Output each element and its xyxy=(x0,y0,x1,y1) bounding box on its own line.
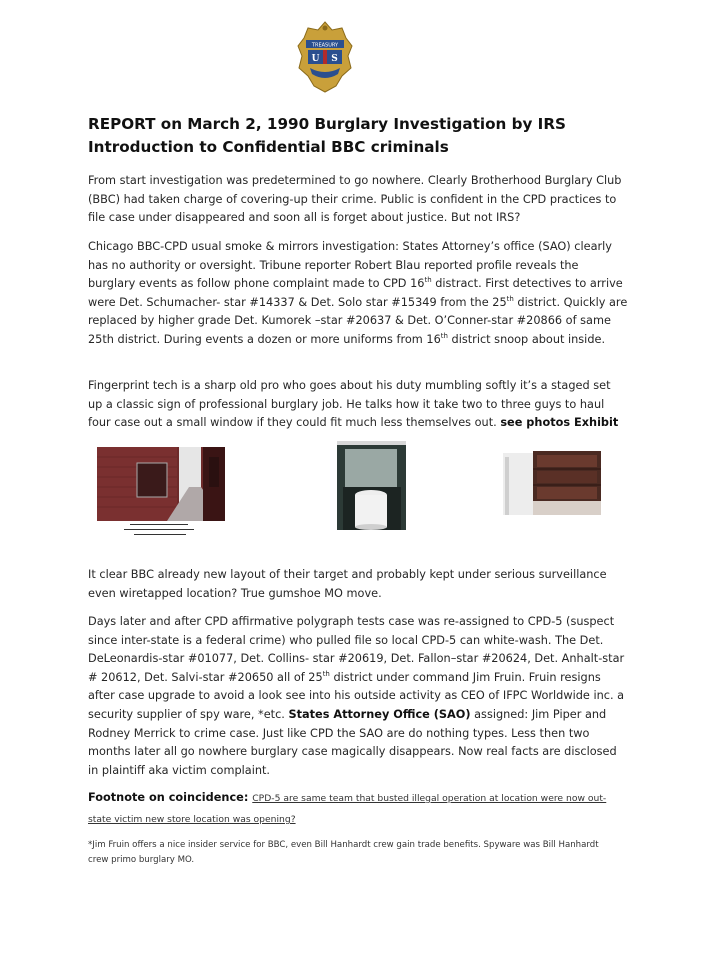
p2-text-1: Chicago BBC-CPD usual smoke & mirrors investigation: States Attorney’s office (SAO) clearly has no authority or oversight. Tribune reporter Robert Blau reported profile reveals the burglary events as follow phone complaint made to CPD 16 xyxy=(88,240,612,291)
badge-text-treasury: TREASURY xyxy=(311,42,339,49)
p2-sup-2: th xyxy=(506,295,514,304)
paragraph-reassignment xyxy=(88,613,628,780)
window-shelving-photo xyxy=(503,445,601,515)
footnote-coincidence xyxy=(88,788,628,830)
paragraph-investigation xyxy=(88,238,628,350)
p2-text-4: district snoop about inside. xyxy=(447,332,606,346)
p5-text-3: assigned: Jim Piper and Rodney Merrick to crime case. Just like CPD the SAO are do nothing types. Less then two months later all go nowhere burglary case magically disappears. Now real facts are disclosed in plaintiff aka victim complaint. xyxy=(88,707,617,777)
p2-text-3: district. Quickly are replaced by higher grade Det. Kumorek –star #20637 & Det. O’Conner-star #20866 of same 25th district. During events a dozen or more uniforms from 16 xyxy=(88,295,628,346)
p5-sup-1: th xyxy=(322,670,330,679)
p3-text: Fingerprint tech is a sharp old pro who goes about his duty mumbling softly it’s a staged set up a classic sign of professional burglary job. He talks how it take two to three guys to haul four case out a small window if they could fit much less themselves out. xyxy=(88,379,611,430)
building-exterior-photo xyxy=(97,447,225,521)
treasury-badge-icon xyxy=(296,20,354,94)
p3-exhibit-ref: see photos Exhibit xyxy=(500,416,619,430)
asterisk-note: *Jim Fruin offers a nice insider service for BBC, even Bill Hanhardt crew gain trade benefits. Spyware was Bill Hanhardt crew primo burglary MO. xyxy=(88,840,599,865)
paragraph-surveillance: It clear BBC already new layout of their target and probably kept under serious surveillance even wiretapped location? True gumshoe MO move. xyxy=(88,568,607,600)
footnote-body: CPD-5 are same team that busted illegal operation at location were now out-state victim new store location was opening? xyxy=(88,793,607,825)
paragraph-intro: From start investigation was predetermined to go nowhere. Clearly Brotherhood Burglary Club (BBC) had taken charge of covering-up their crime. Public is confident in the CPD practices to file case under disappeared and soon all is forget about justice. But not IRS? xyxy=(88,174,622,225)
title-line-1: REPORT on March 2, 1990 Burglary Investigation by IRS xyxy=(88,115,566,133)
footnote-separator: : xyxy=(243,791,253,804)
svg-text:S: S xyxy=(331,54,338,64)
photo1-caption-scribble xyxy=(120,522,200,540)
p5-sao-bold: States Attorney Office (SAO) xyxy=(288,707,471,721)
p5-text-2: district under command Jim Fruin. Fruin resigns after case upgrade to avoid a look see into his outside activity as CEO of IFPC Worldwide inc. a security supplier of spy ware, *etc. xyxy=(88,670,625,721)
p2-sup-1: th xyxy=(424,276,432,285)
p5-text-1: Days later and after CPD affirmative polygraph tests case was re-assigned to CPD-5 (suspect since inter-state is a federal crime) who pulled file so local CPD-5 can white-wash. The Det. DeLeonardis-star #01077, Det. Collins- star #20619, Det. Fallon–star #20624, Det. Anhalt-star # 20612, Det. Salvi-star #20650 all of 25 xyxy=(88,615,625,684)
report-title xyxy=(88,113,648,159)
interior-room-photo xyxy=(337,441,406,530)
p2-sup-3: th xyxy=(440,332,448,341)
svg-text:U: U xyxy=(311,54,320,64)
p2-text-2: distract. First detectives to arrive were Det. Schumacher- star #14337 & Det. Solo star #15349 from the 25 xyxy=(88,277,623,309)
paragraph-fingerprint xyxy=(88,377,628,433)
footnote-heading: Footnote on coincidence xyxy=(88,791,244,804)
title-line-2: Introduction to Confidential BBC criminals xyxy=(88,138,449,156)
